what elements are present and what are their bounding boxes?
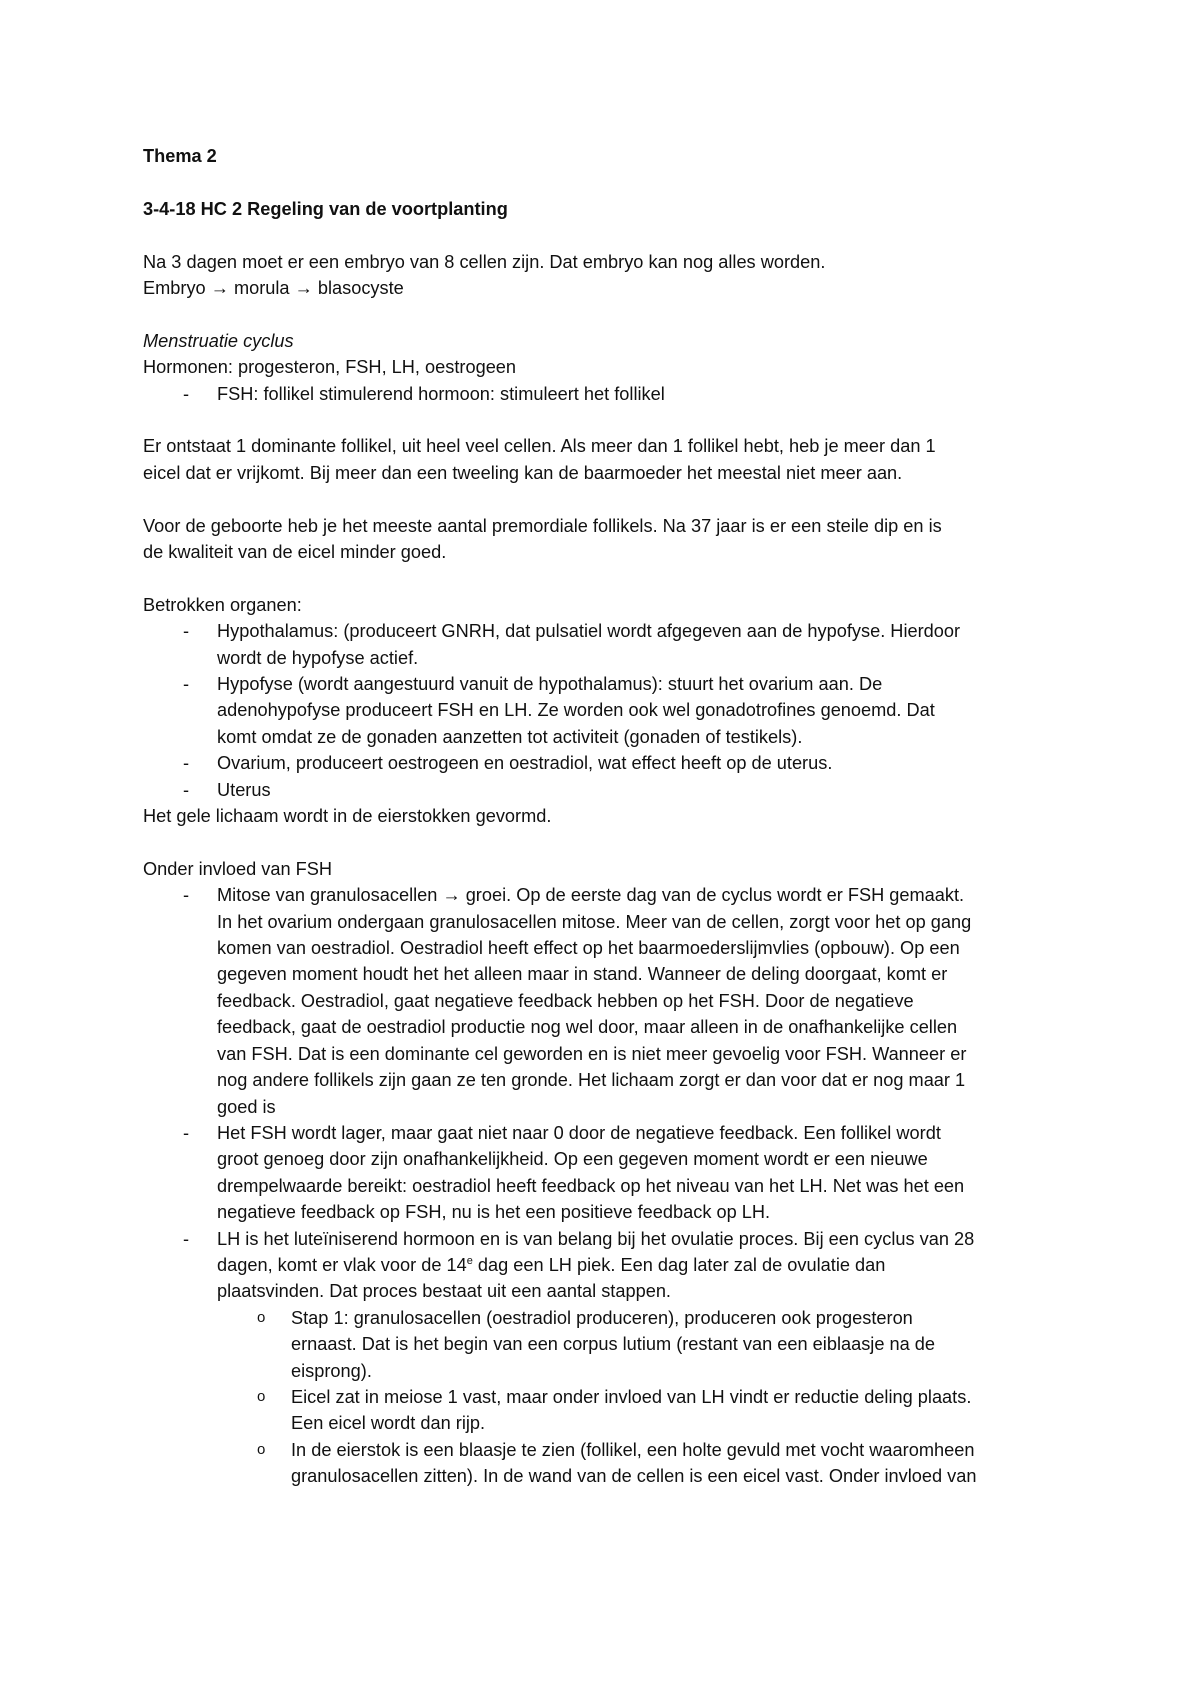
- sub-bullet-list: [217, 1305, 1063, 1490]
- dash-bullet: -: [183, 885, 190, 906]
- sub-list-item: [217, 1305, 1063, 1384]
- circle-bullet: o: [257, 1440, 266, 1458]
- sub-bullet-text: eisprong).: [291, 1360, 372, 1381]
- dash-bullet: -: [183, 1122, 190, 1143]
- section-heading-organen: Betrokken organen:: [143, 594, 302, 615]
- sub-bullet-text: granulosacellen zitten). In de wand van de cellen is een eicel vast. Onder invloed van: [291, 1466, 977, 1487]
- text-segment: dagen, komt er vlak voor de 14: [217, 1254, 467, 1275]
- document-page: [143, 143, 1063, 1490]
- list-item: [143, 618, 1063, 671]
- circle-bullet: o: [257, 1387, 266, 1405]
- bullet-text: feedback. Oestradiol, gaat negatieve feedback hebben op het FSH. Door de negatieve: [217, 990, 914, 1011]
- dash-bullet: -: [183, 753, 190, 774]
- superscript: e: [466, 1254, 473, 1267]
- bullet-text: FSH: follikel stimulerend hormoon: stimuleert het follikel: [217, 383, 665, 404]
- gele-lichaam-line: Het gele lichaam wordt in de eierstokken gevormd.: [143, 806, 552, 827]
- dash-bullet: -: [183, 1228, 190, 1249]
- sub-bullet-text: ernaast. Dat is het begin van een corpus lutium (restant van een eiblaasje na de: [291, 1334, 936, 1355]
- organen-bullet-list: [143, 618, 1063, 803]
- spacer: [143, 486, 1063, 512]
- bullet-text: adenohypofyse produceert FSH en LH. Ze worden ook wel gonadotrofines genoemd. Dat: [217, 700, 935, 721]
- section-heading-fsh: Onder invloed van FSH: [143, 858, 333, 879]
- bullet-text: Hypothalamus: (produceert GNRH, dat pulsatiel wordt afgegeven aan de hypofyse. Hierdoor: [217, 621, 961, 642]
- list-item: [143, 777, 1063, 803]
- bullet-text: feedback, gaat de oestradiol productie nog wel door, maar alleen in de onafhankelijke cellen: [217, 1017, 958, 1038]
- spacer: [143, 829, 1063, 855]
- intro-line-2: Embryo → morula → blasocyste: [143, 278, 404, 298]
- sub-bullet-text: Een eicel wordt dan rijp.: [291, 1413, 486, 1434]
- section-heading-menstruatie: Menstruatie cyclus: [143, 330, 294, 351]
- bullet-text: komt omdat ze de gonaden aanzetten tot activiteit (gonaden of testikels).: [217, 726, 803, 747]
- bullet-text: Uterus: [217, 779, 271, 800]
- para-geboorte-line-1: Voor de geboorte heb je het meeste aantal premordiale follikels. Na 37 jaar is er een steile dip en is: [143, 515, 942, 536]
- bullet-text: komen van oestradiol. Oestradiol heeft effect op het baarmoederslijmvlies (opbouw). Op een: [217, 938, 960, 959]
- bullet-text: goed is: [217, 1096, 276, 1117]
- circle-bullet: o: [257, 1308, 266, 1326]
- list-item: [143, 671, 1063, 750]
- fsh-bullet-list: [143, 882, 1063, 1489]
- sub-list-item: [217, 1437, 1063, 1490]
- spacer: [143, 407, 1063, 433]
- document-title: Thema 2: [143, 146, 217, 166]
- list-item: [143, 882, 1063, 1120]
- dash-bullet: -: [183, 383, 190, 404]
- bullet-text: negatieve feedback op FSH, nu is het een positieve feedback op LH.: [217, 1202, 771, 1223]
- list-item: [143, 750, 1063, 776]
- sub-list-item: [217, 1384, 1063, 1437]
- para-dominant-line-2: eicel dat er vrijkomt. Bij meer dan een tweeling kan de baarmoeder het meestal niet meer aan.: [143, 462, 903, 483]
- bullet-text: Ovarium, produceert oestrogeen en oestradiol, wat effect heeft op de uterus.: [217, 753, 833, 774]
- sub-bullet-text: Stap 1: granulosacellen (oestradiol produceren), produceren ook progesteron: [291, 1307, 913, 1328]
- bullet-text: wordt de hypofyse actief.: [217, 647, 419, 668]
- bullet-text: gegeven moment houdt het het alleen maar in stand. Wanneer de deling doorgaat, komt er: [217, 964, 948, 985]
- spacer: [143, 301, 1063, 327]
- intro-line-1: Na 3 dagen moet er een embryo van 8 cellen zijn. Dat embryo kan nog alles worden.: [143, 251, 826, 272]
- bullet-text: groot genoeg door zijn onafhankelijkheid. Op een gegeven moment wordt er een nieuwe: [217, 1149, 928, 1170]
- dash-bullet: -: [183, 674, 190, 695]
- dash-bullet: -: [183, 621, 190, 642]
- para-geboorte-line-2: de kwaliteit van de eicel minder goed.: [143, 542, 447, 563]
- spacer: [143, 222, 1063, 248]
- sub-bullet-text: In de eierstok is een blaasje te zien (follikel, een holte gevuld met vocht waaromheen: [291, 1439, 975, 1460]
- dash-bullet: -: [183, 779, 190, 800]
- bullet-text: drempelwaarde bereikt: oestradiol heeft feedback op het niveau van het LH. Net was het een: [217, 1175, 965, 1196]
- list-item: [143, 1226, 1063, 1490]
- spacer: [143, 169, 1063, 195]
- bullet-text: [217, 1252, 1063, 1278]
- bullet-text: In het ovarium ondergaan granulosacellen mitose. Meer van de cellen, zorgt voor het op gang: [217, 911, 972, 932]
- bullet-text: LH is het luteïniserend hormoon en is van belang bij het ovulatie proces. Bij een cyclus van 28: [217, 1228, 975, 1249]
- bullet-text: plaatsvinden. Dat proces bestaat uit een aantal stappen.: [217, 1281, 671, 1302]
- hormones-line: Hormonen: progesteron, FSH, LH, oestrogeen: [143, 357, 517, 378]
- bullet-text: nog andere follikels zijn gaan ze ten gronde. Het lichaam zorgt er dan voor dat er nog maar 1: [217, 1070, 966, 1091]
- list-item: [143, 381, 1063, 407]
- para-dominant-line-1: Er ontstaat 1 dominante follikel, uit heel veel cellen. Als meer dan 1 follikel hebt, heb je meer dan 1: [143, 436, 936, 457]
- lecture-heading: 3-4-18 HC 2 Regeling van de voortplanting: [143, 198, 508, 219]
- sub-bullet-text: Eicel zat in meiose 1 vast, maar onder invloed van LH vindt er reductie deling plaats.: [291, 1386, 972, 1407]
- bullet-text: Mitose van granulosacellen → groei. Op de eerste dag van de cyclus wordt er FSH gemaakt.: [217, 885, 965, 906]
- bullet-text: Het FSH wordt lager, maar gaat niet naar 0 door de negatieve feedback. Een follikel wordt: [217, 1122, 941, 1143]
- bullet-text: van FSH. Dat is een dominante cel geworden en is niet meer gevoelig voor FSH. Wanneer er: [217, 1043, 967, 1064]
- list-item: [143, 1120, 1063, 1226]
- spacer: [143, 565, 1063, 591]
- text-segment: dag een LH piek. Een dag later zal de ovulatie dan: [472, 1254, 886, 1275]
- menstruatie-bullet-list: [143, 381, 1063, 407]
- bullet-text: Hypofyse (wordt aangestuurd vanuit de hypothalamus): stuurt het ovarium aan. De: [217, 674, 883, 695]
